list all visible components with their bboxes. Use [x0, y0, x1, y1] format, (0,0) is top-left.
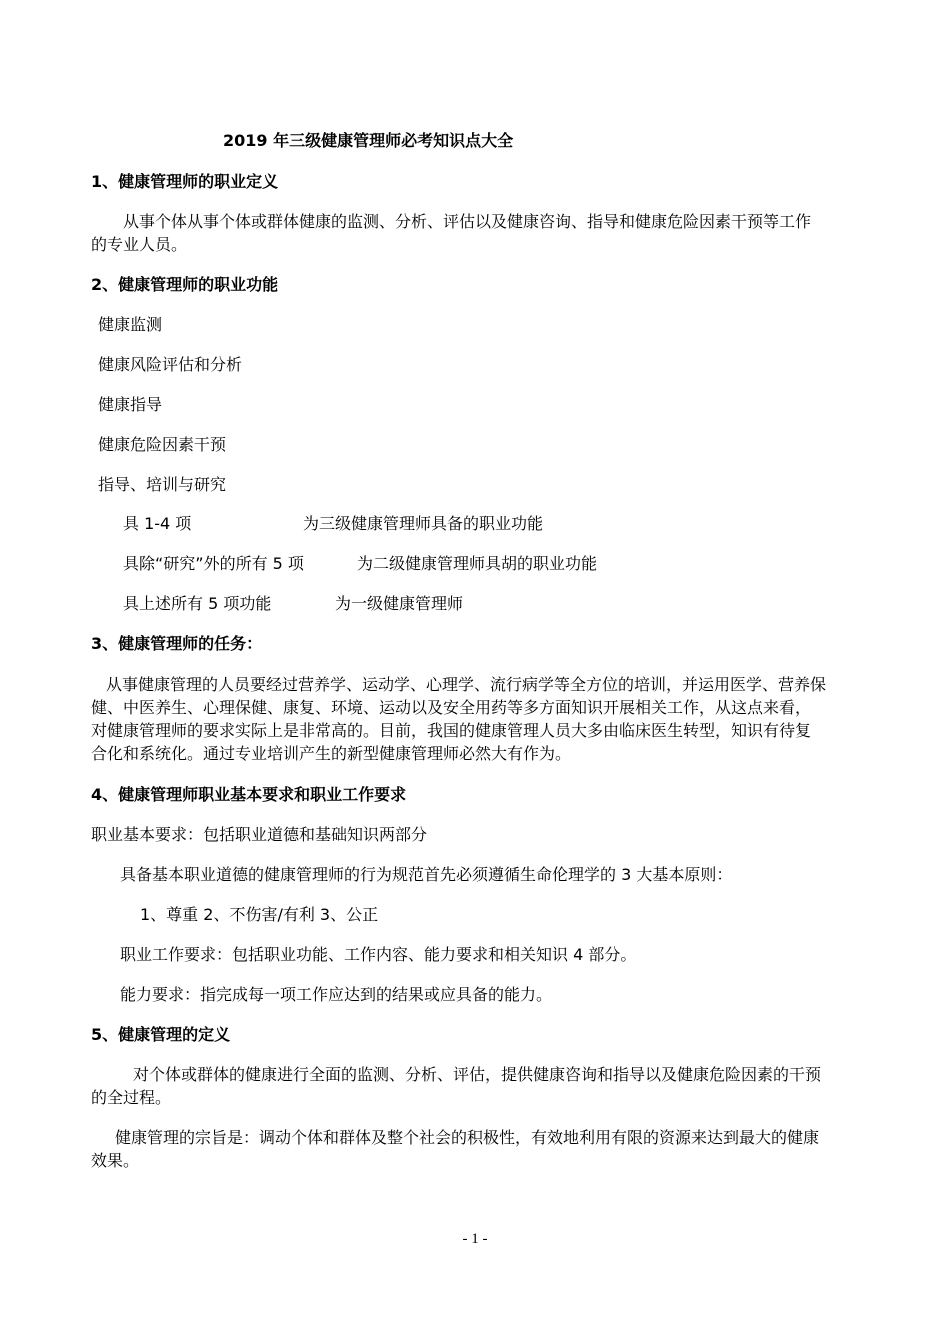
level-description: 为二级健康管理师具胡的职业功能 — [357, 554, 598, 573]
section-2-heading: 2、健康管理师的职业功能 — [91, 275, 279, 294]
section-5-heading: 5、健康管理的定义 — [91, 1025, 231, 1044]
ethics-principles-intro: 具备基本职业道德的健康管理师的行为规范首先必须遵循生命伦理学的 3 大基本原则： — [120, 865, 733, 884]
section-3-heading: 3、健康管理师的任务： — [91, 634, 263, 653]
document-title: 2019 年三级健康管理师必考知识点大全 — [223, 131, 514, 150]
level-description: 为一级健康管理师 — [335, 594, 464, 613]
function-list-item: 指导、培训与研究 — [98, 475, 227, 494]
section-3-paragraph-line: 健、中医养生、心理保健、康复、环境、运动以及安全用药等多方面知识开展相关工作，从这点来看， — [91, 698, 812, 717]
function-list-item: 健康监测 — [98, 315, 163, 334]
level-requirement: 具 1-4 项 — [123, 514, 192, 533]
function-list-item: 健康风险评估和分析 — [98, 355, 243, 374]
section-5-paragraph-line: 的全过程。 — [91, 1088, 172, 1107]
section-4-heading: 4、健康管理师职业基本要求和职业工作要求 — [91, 785, 407, 804]
ability-requirements-text: 能力要求：指完成每一项工作应达到的结果或应具备的能力。 — [120, 985, 553, 1004]
ethics-principles-list: 1、尊重 2、不伤害/有利 3、公正 — [140, 905, 379, 924]
page-number: - 1 - — [462, 1231, 488, 1247]
function-list-item: 健康指导 — [98, 395, 163, 414]
level-description: 为三级健康管理师具备的职业功能 — [303, 514, 544, 533]
level-requirement: 具除“研究”外的所有 5 项 — [123, 554, 304, 573]
section-3-paragraph-line: 从事健康管理的人员要经过营养学、运动学、心理学、流行病学等全方位的培训，并运用医学、营养保 — [106, 675, 827, 694]
level-requirement: 具上述所有 5 项功能 — [123, 594, 272, 613]
section-5-paragraph-line: 效果。 — [91, 1151, 140, 1170]
work-requirements-text: 职业工作要求：包括职业功能、工作内容、能力要求和相关知识 4 部分。 — [120, 945, 637, 964]
section-5-paragraph-line: 对个体或群体的健康进行全面的监测、分析、评估，提供健康咨询和指导以及健康危险因素的干预 — [133, 1065, 822, 1084]
basic-requirements-text: 职业基本要求：包括职业道德和基础知识两部分 — [91, 825, 428, 844]
section-1-heading: 1、健康管理师的职业定义 — [91, 172, 279, 191]
section-3-paragraph-line: 合化和系统化。通过专业培训产生的新型健康管理师必然大有作为。 — [91, 744, 572, 763]
section-5-paragraph-line: 健康管理的宗旨是：调动个体和群体及整个社会的积极性，有效地利用有限的资源来达到最大的健康 — [115, 1128, 820, 1147]
section-1-paragraph-line: 从事个体从事个体或群体健康的监测、分析、评估以及健康咨询、指导和健康危险因素干预等工作 — [123, 212, 812, 231]
function-list-item: 健康危险因素干预 — [98, 435, 227, 454]
section-3-paragraph-line: 对健康管理师的要求实际上是非常高的。目前，我国的健康管理人员大多由临床医生转型，知识有待复 — [91, 721, 812, 740]
section-1-paragraph-line: 的专业人员。 — [91, 235, 188, 254]
